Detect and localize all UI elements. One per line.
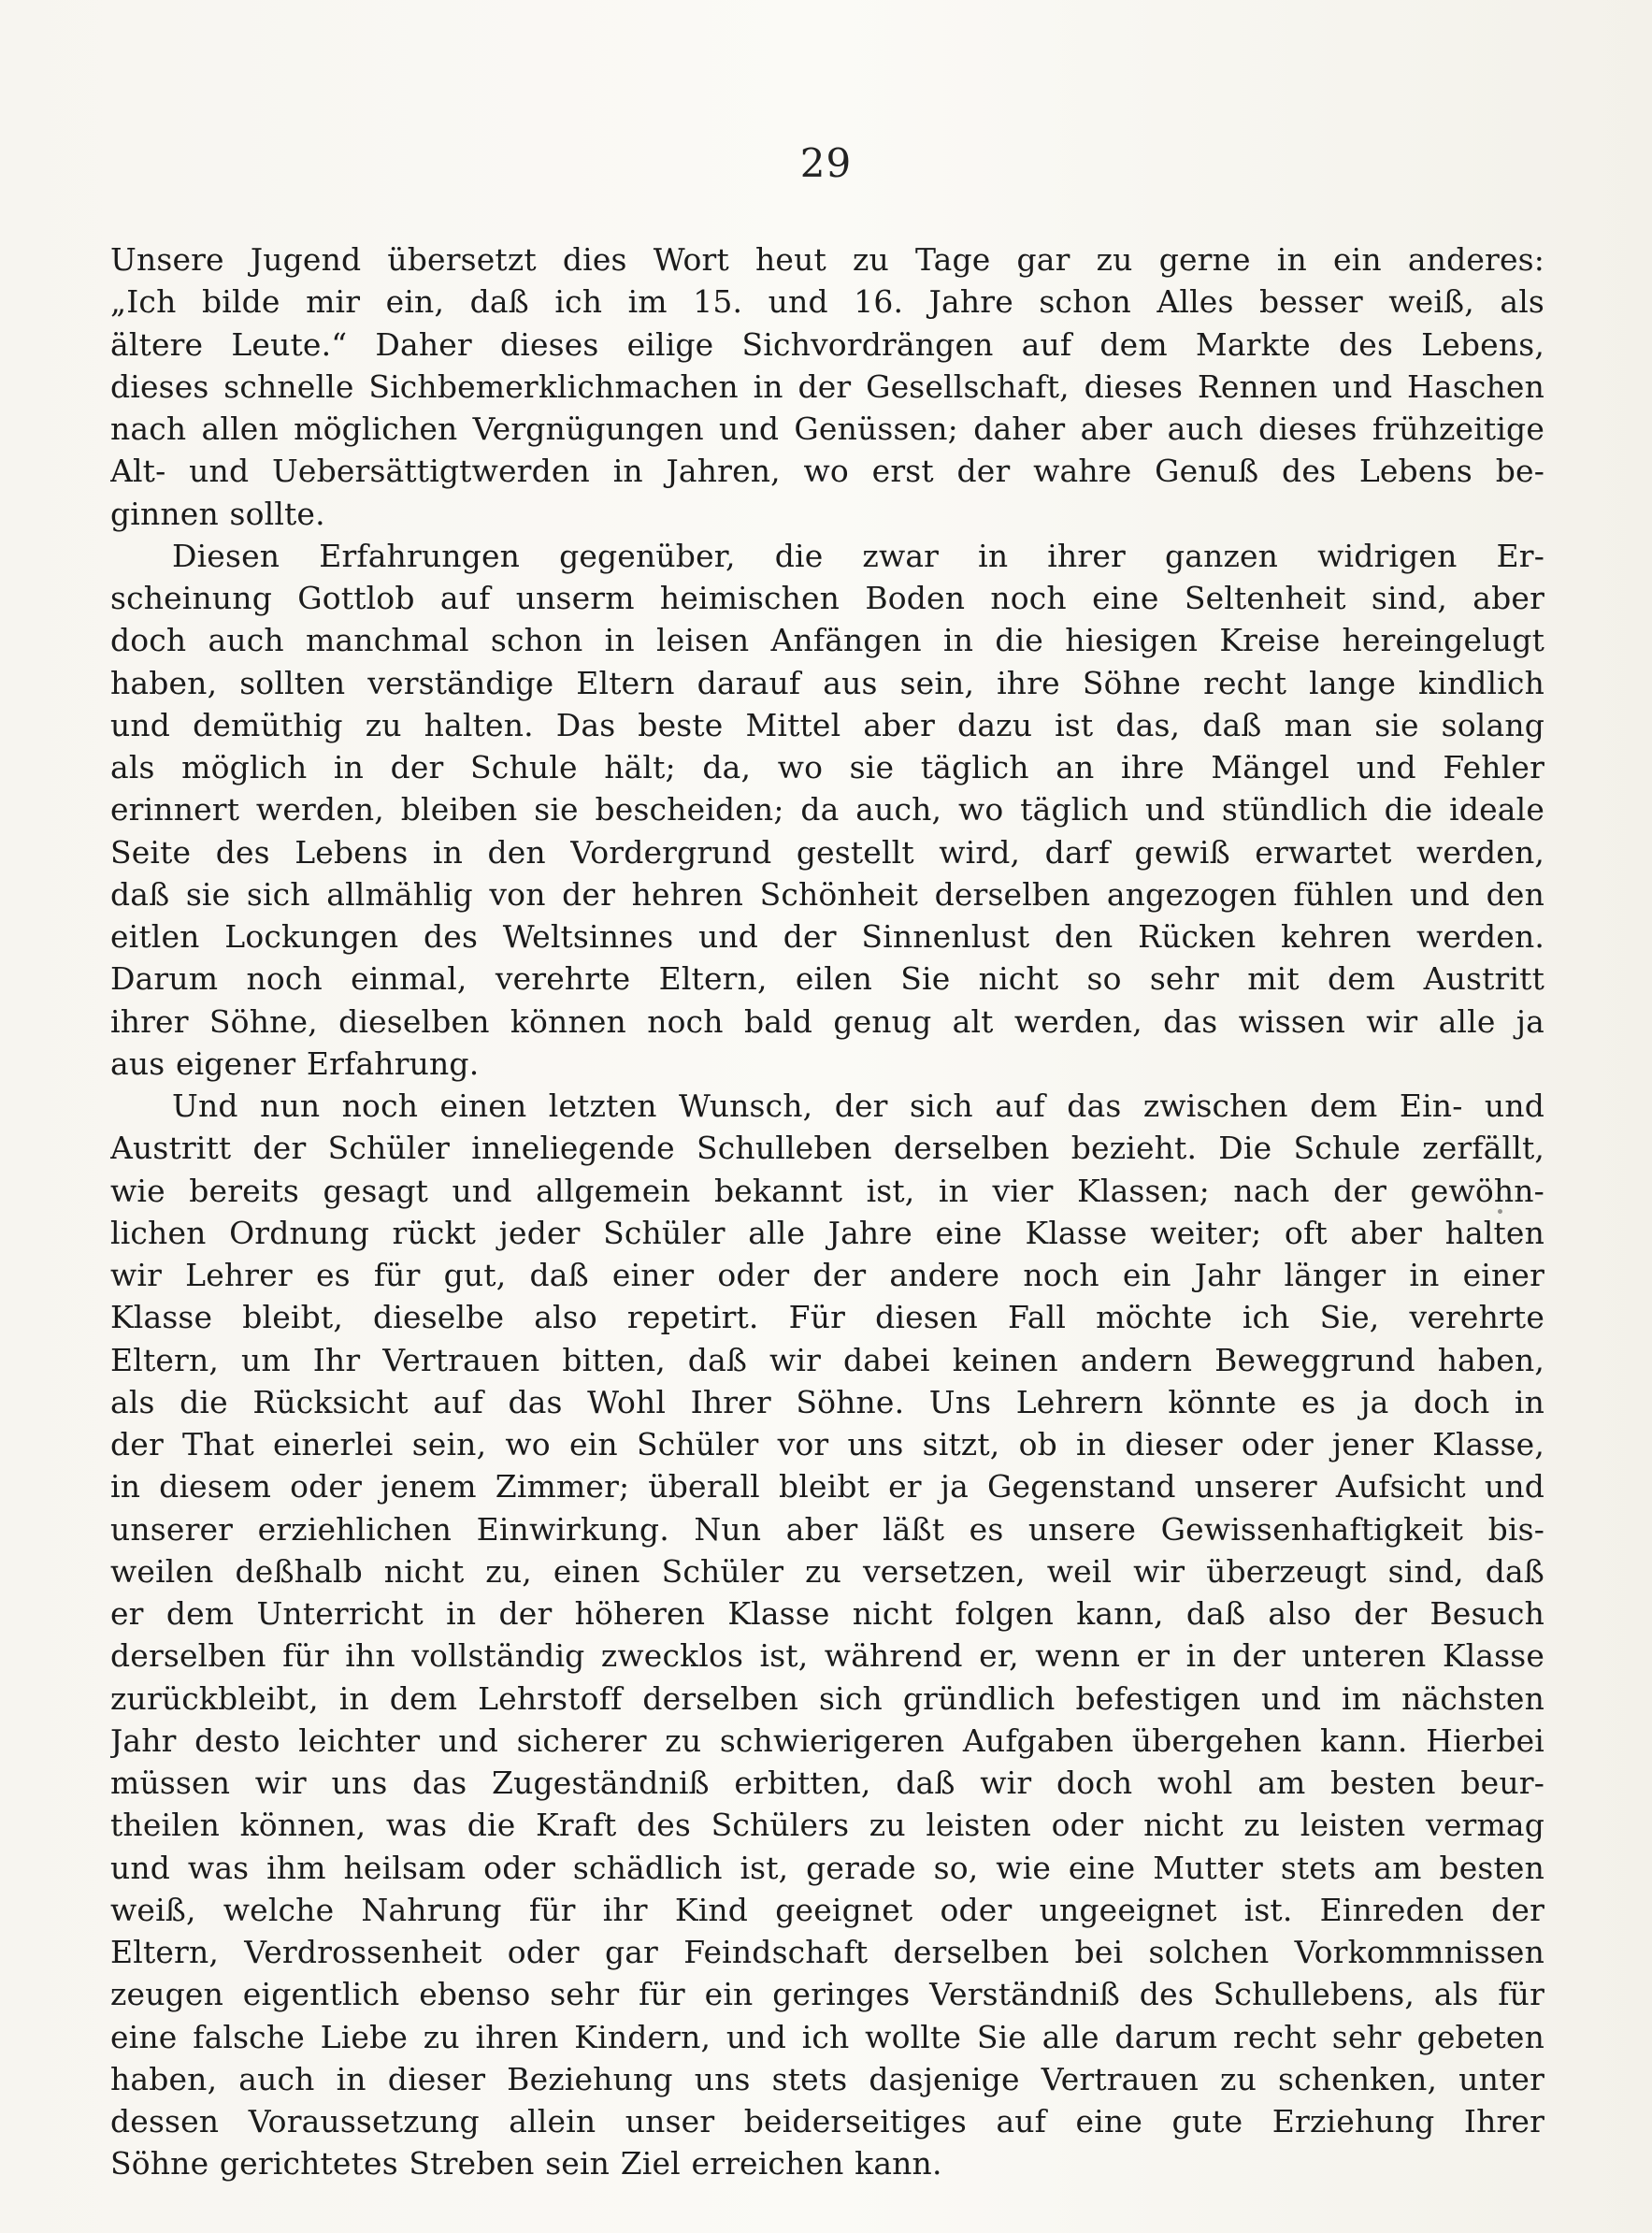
- text-line: Klasse bleibt, dieselbe also repetirt. Für diesen Fall möchte ich Sie, verehrte: [110, 1299, 1544, 1336]
- text-line: eitlen Lockungen des Weltsinnes und der Sinnenlust den Rücken kehren werden.: [110, 918, 1544, 955]
- text-line: aus eigener Erfahrung.: [110, 1044, 480, 1082]
- text-line: als möglich in der Schule hält; da, wo sie täglich an ihre Mängel und Fehler: [110, 749, 1544, 785]
- text-line: haben, auch in dieser Beziehung uns stets dasjenige Vertrauen zu schenken, unter: [110, 2060, 1544, 2097]
- text-line: nach allen möglichen Vergnügungen und Genüssen; daher aber auch dieses frühzeitige: [110, 411, 1544, 447]
- text-line: theilen können, was die Kraft des Schülers zu leisten oder nicht zu leisten vermag: [110, 1807, 1544, 1844]
- text-line: und demüthig zu halten. Das beste Mittel aber dazu ist das, daß man sie solang: [110, 706, 1544, 743]
- text-line: zeugen eigentlich ebenso sehr für ein geringes Verständniß des Schullebens, als für: [110, 1976, 1544, 2013]
- text-line: der That einerlei sein, wo ein Schüler vor uns sitzt, ob in dieser oder jener Klasse,: [110, 1426, 1544, 1462]
- text-line: müssen wir uns das Zugeständniß erbitten, daß wir doch wohl am besten beur-: [110, 1765, 1544, 1801]
- text-line: dessen Voraussetzung allein unser beiderseitiges auf eine gute Erziehung Ihrer: [110, 2103, 1544, 2139]
- text-line: derselben für ihn vollständig zwecklos ist, während er, wenn er in der unteren Klasse: [110, 1637, 1544, 1675]
- text-line: Austritt der Schüler inneliegende Schulleben derselben bezieht. Die Schule zerfällt,: [110, 1130, 1544, 1167]
- text-line: haben, sollten verständige Eltern darauf aus sein, ihre Söhne recht lange kindlich: [110, 664, 1544, 701]
- text-line: Seite des Lebens in den Vordergrund gestellt wird, darf gewiß erwartet werden,: [110, 833, 1544, 871]
- text-line: Jahr desto leichter und sicherer zu schwierigeren Aufgaben übergehen kann. Hierbei: [110, 1722, 1544, 1759]
- text-line: und was ihm heilsam oder schädlich ist, gerade so, wie eine Mutter stets am besten: [110, 1849, 1544, 1886]
- text-line: scheinung Gottlob auf unserm heimischen Boden noch eine Seltenheit sind, aber: [110, 580, 1544, 616]
- text-line: lichen Ordnung rückt jeder Schüler alle Jahre eine Klasse weiter; oft aber halten: [110, 1214, 1544, 1251]
- text-line: erinnert werden, bleiben sie bescheiden; da auch, wo täglich und stündlich die ideale: [110, 791, 1544, 828]
- text-line: Alt- und Uebersättigtwerden in Jahren, wo erst der wahre Genuß des Lebens be-: [110, 453, 1544, 490]
- text-line: daß sie sich allmählig von der hehren Schönheit derselben angezogen fühlen und den: [110, 875, 1544, 913]
- text-line: zurückbleibt, in dem Lehrstoff derselben sich gründlich befestigen und im nächsten: [110, 1679, 1544, 1717]
- text-line: Söhne gerichtetes Streben sein Ziel erreichen kann.: [110, 2145, 942, 2183]
- text-line: weiß, welche Nahrung für ihr Kind geeignet oder ungeeignet ist. Einreden der: [110, 1891, 1544, 1928]
- text-line: weilen deßhalb nicht zu, einen Schüler zu versetzen, weil wir überzeugt sind, daß: [110, 1552, 1544, 1590]
- text-line: „Ich bilde mir ein, daß ich im 15. und 16. Jahre schon Alles besser weiß, als: [110, 283, 1544, 321]
- text-line: eine falsche Liebe zu ihren Kindern, und ich wollte Sie alle darum recht sehr gebeten: [110, 2018, 1544, 2055]
- text-line: Und nun noch einen letzten Wunsch, der sich auf das zwischen dem Ein- und: [172, 1088, 1544, 1124]
- text-line: als die Rücksicht auf das Wohl Ihrer Söhne. Uns Lehrern könnte es ja doch in: [110, 1383, 1544, 1420]
- page-number: 29: [799, 140, 853, 186]
- text-line: doch auch manchmal schon in leisen Anfängen in die hiesigen Kreise hereingelugt: [110, 622, 1544, 659]
- text-line: Eltern, um Ihr Vertrauen bitten, daß wir dabei keinen andern Beweggrund haben,: [110, 1341, 1544, 1378]
- text-line: Diesen Erfahrungen gegenüber, die zwar in ihrer ganzen widrigen Er-: [172, 537, 1544, 574]
- text-line: in diesem oder jenem Zimmer; überall bleibt er ja Gegenstand unserer Aufsicht und: [110, 1468, 1544, 1505]
- text-line: ältere Leute.“ Daher dieses eilige Sichvordrängen auf dem Markte des Lebens,: [110, 325, 1544, 363]
- text-line: ginnen sollte.: [110, 495, 325, 532]
- text-line: wie bereits gesagt und allgemein bekannt ist, in vier Klassen; nach der gewöhn-: [110, 1172, 1544, 1209]
- text-line: ihrer Söhne, dieselben können noch bald genug alt werden, das wissen wir alle ja: [110, 1002, 1544, 1040]
- text-line: Unsere Jugend übersetzt dies Wort heut zu Tage gar zu gerne in ein anderes:: [110, 241, 1544, 278]
- text-line: wir Lehrer es für gut, daß einer oder der andere noch ein Jahr länger in einer: [110, 1257, 1544, 1293]
- text-line: Darum noch einmal, verehrte Eltern, eilen Sie nicht so sehr mit dem Austritt: [110, 960, 1544, 998]
- text-line: Eltern, Verdrossenheit oder gar Feindschaft derselben bei solchen Vorkommnissen: [110, 1934, 1544, 1970]
- text-line: dieses schnelle Sichbemerklichmachen in der Gesellschaft, dieses Rennen und Haschen: [110, 367, 1544, 405]
- text-line: er dem Unterricht in der höheren Klasse nicht folgen kann, daß also der Besuch: [110, 1595, 1544, 1632]
- body-text: [110, 238, 1544, 2185]
- paper-speck: [1498, 1209, 1502, 1214]
- text-line: unserer erziehlichen Einwirkung. Nun aber läßt es unsere Gewissenhaftigkeit bis-: [110, 1510, 1544, 1548]
